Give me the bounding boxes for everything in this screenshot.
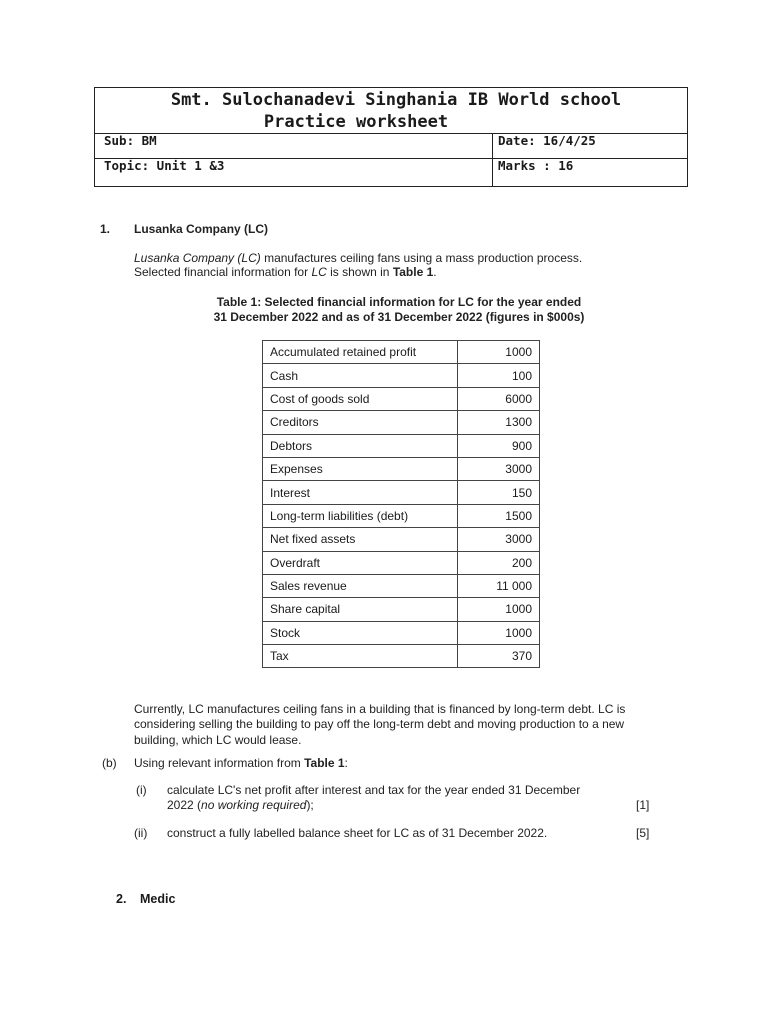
table-caption-line-1: Table 1: Selected financial information for LC for the year ended: [216, 295, 582, 309]
table-row: [263, 645, 540, 668]
subject-field: Sub: BM: [104, 133, 157, 148]
row-value: 370: [458, 645, 540, 668]
question-2-title: Medic: [140, 892, 176, 906]
row-label: Interest: [263, 481, 458, 504]
worksheet-title: [94, 89, 688, 133]
sub-i-note: no working required: [201, 798, 307, 812]
context-para-line-2: considering selling the building to pay off the long-term debt and moving production to a new: [134, 717, 625, 731]
topic-field: Topic: Unit 1 &3: [104, 158, 225, 173]
financial-table: [262, 340, 540, 668]
row-label: Creditors: [263, 411, 458, 434]
row-label: Stock: [263, 621, 458, 644]
row-label: Cost of goods sold: [263, 387, 458, 410]
row-label: Tax: [263, 645, 458, 668]
company-name: Lusanka Company (LC): [134, 251, 261, 265]
intro-text: manufactures ceiling fans using a mass production process.: [260, 251, 583, 265]
row-label: Debtors: [263, 434, 458, 457]
table-reference: Table 1: [304, 756, 345, 770]
table-row: [263, 574, 540, 597]
sub-i-line-2: [167, 797, 314, 813]
table-row: [263, 387, 540, 410]
part-b-label: (b): [102, 756, 117, 770]
row-label: Long-term liabilities (debt): [263, 504, 458, 527]
row-value: 3000: [458, 457, 540, 480]
sub-i-label: (i): [136, 783, 147, 797]
row-value: 1000: [458, 621, 540, 644]
sub-ii-marks: [5]: [636, 826, 650, 840]
row-value: 11 000: [458, 574, 540, 597]
header-divider: [94, 133, 688, 134]
table-row: [263, 621, 540, 644]
sub-ii-label: (ii): [134, 826, 148, 840]
row-value: 3000: [458, 528, 540, 551]
table-caption-line-2: 31 December 2022 and as of 31 December 2022 (figures in $000s): [213, 310, 585, 324]
part-b-instruction: Using relevant information from: [134, 756, 305, 770]
row-label: Net fixed assets: [263, 528, 458, 551]
worksheet-type: Practice worksheet: [263, 112, 449, 132]
sub-i-line-1: calculate LC's net profit after interest and tax for the year ended 31 December: [167, 783, 581, 797]
row-label: Share capital: [263, 598, 458, 621]
header-column-divider: [492, 133, 493, 187]
row-label: Accumulated retained profit: [263, 341, 458, 364]
row-value: 6000: [458, 387, 540, 410]
row-label: Expenses: [263, 457, 458, 480]
table-row: [263, 434, 540, 457]
question-title: Lusanka Company (LC): [134, 222, 269, 236]
table-row: [263, 411, 540, 434]
sub-i-text: 2022 (: [167, 798, 202, 812]
context-para-line-3: building, which LC would lease.: [134, 733, 302, 747]
row-label: Sales revenue: [263, 574, 458, 597]
part-b-text: [134, 755, 348, 771]
context-para-line-1: Currently, LC manufactures ceiling fans in a building that is financed by long-term debt. LC is: [134, 702, 626, 716]
table-row: [263, 504, 540, 527]
row-label: Cash: [263, 364, 458, 387]
table-row: [263, 364, 540, 387]
intro-line-2: [134, 264, 437, 280]
row-value: 150: [458, 481, 540, 504]
row-value: 200: [458, 551, 540, 574]
row-value: 1000: [458, 598, 540, 621]
sub-ii-text: construct a fully labelled balance sheet for LC as of 31 December 2022.: [167, 826, 548, 840]
question-number: 1.: [100, 222, 111, 236]
row-value: 100: [458, 364, 540, 387]
table-row: [263, 598, 540, 621]
row-value: 1300: [458, 411, 540, 434]
intro-text: Selected financial information for: [134, 265, 312, 279]
date-field: Date: 16/4/25: [498, 133, 596, 148]
table-row: [263, 551, 540, 574]
row-value: 1000: [458, 341, 540, 364]
row-value: 1500: [458, 504, 540, 527]
marks-field: Marks : 16: [498, 158, 574, 173]
table-row: [263, 341, 540, 364]
school-name: Smt. Sulochanadevi Singhania IB World school: [170, 90, 622, 110]
sub-i-text: );: [306, 798, 314, 812]
intro-text: is shown in: [326, 265, 393, 279]
intro-text: .: [433, 265, 437, 279]
row-label: Overdraft: [263, 551, 458, 574]
question-2-number: 2.: [116, 892, 127, 906]
table-row: [263, 528, 540, 551]
company-abbr: LC: [311, 265, 327, 279]
part-b-instruction: :: [344, 756, 348, 770]
sub-i-marks: [1]: [636, 798, 650, 812]
table-row: [263, 481, 540, 504]
table-row: [263, 457, 540, 480]
table-reference: Table 1: [392, 265, 434, 279]
row-value: 900: [458, 434, 540, 457]
